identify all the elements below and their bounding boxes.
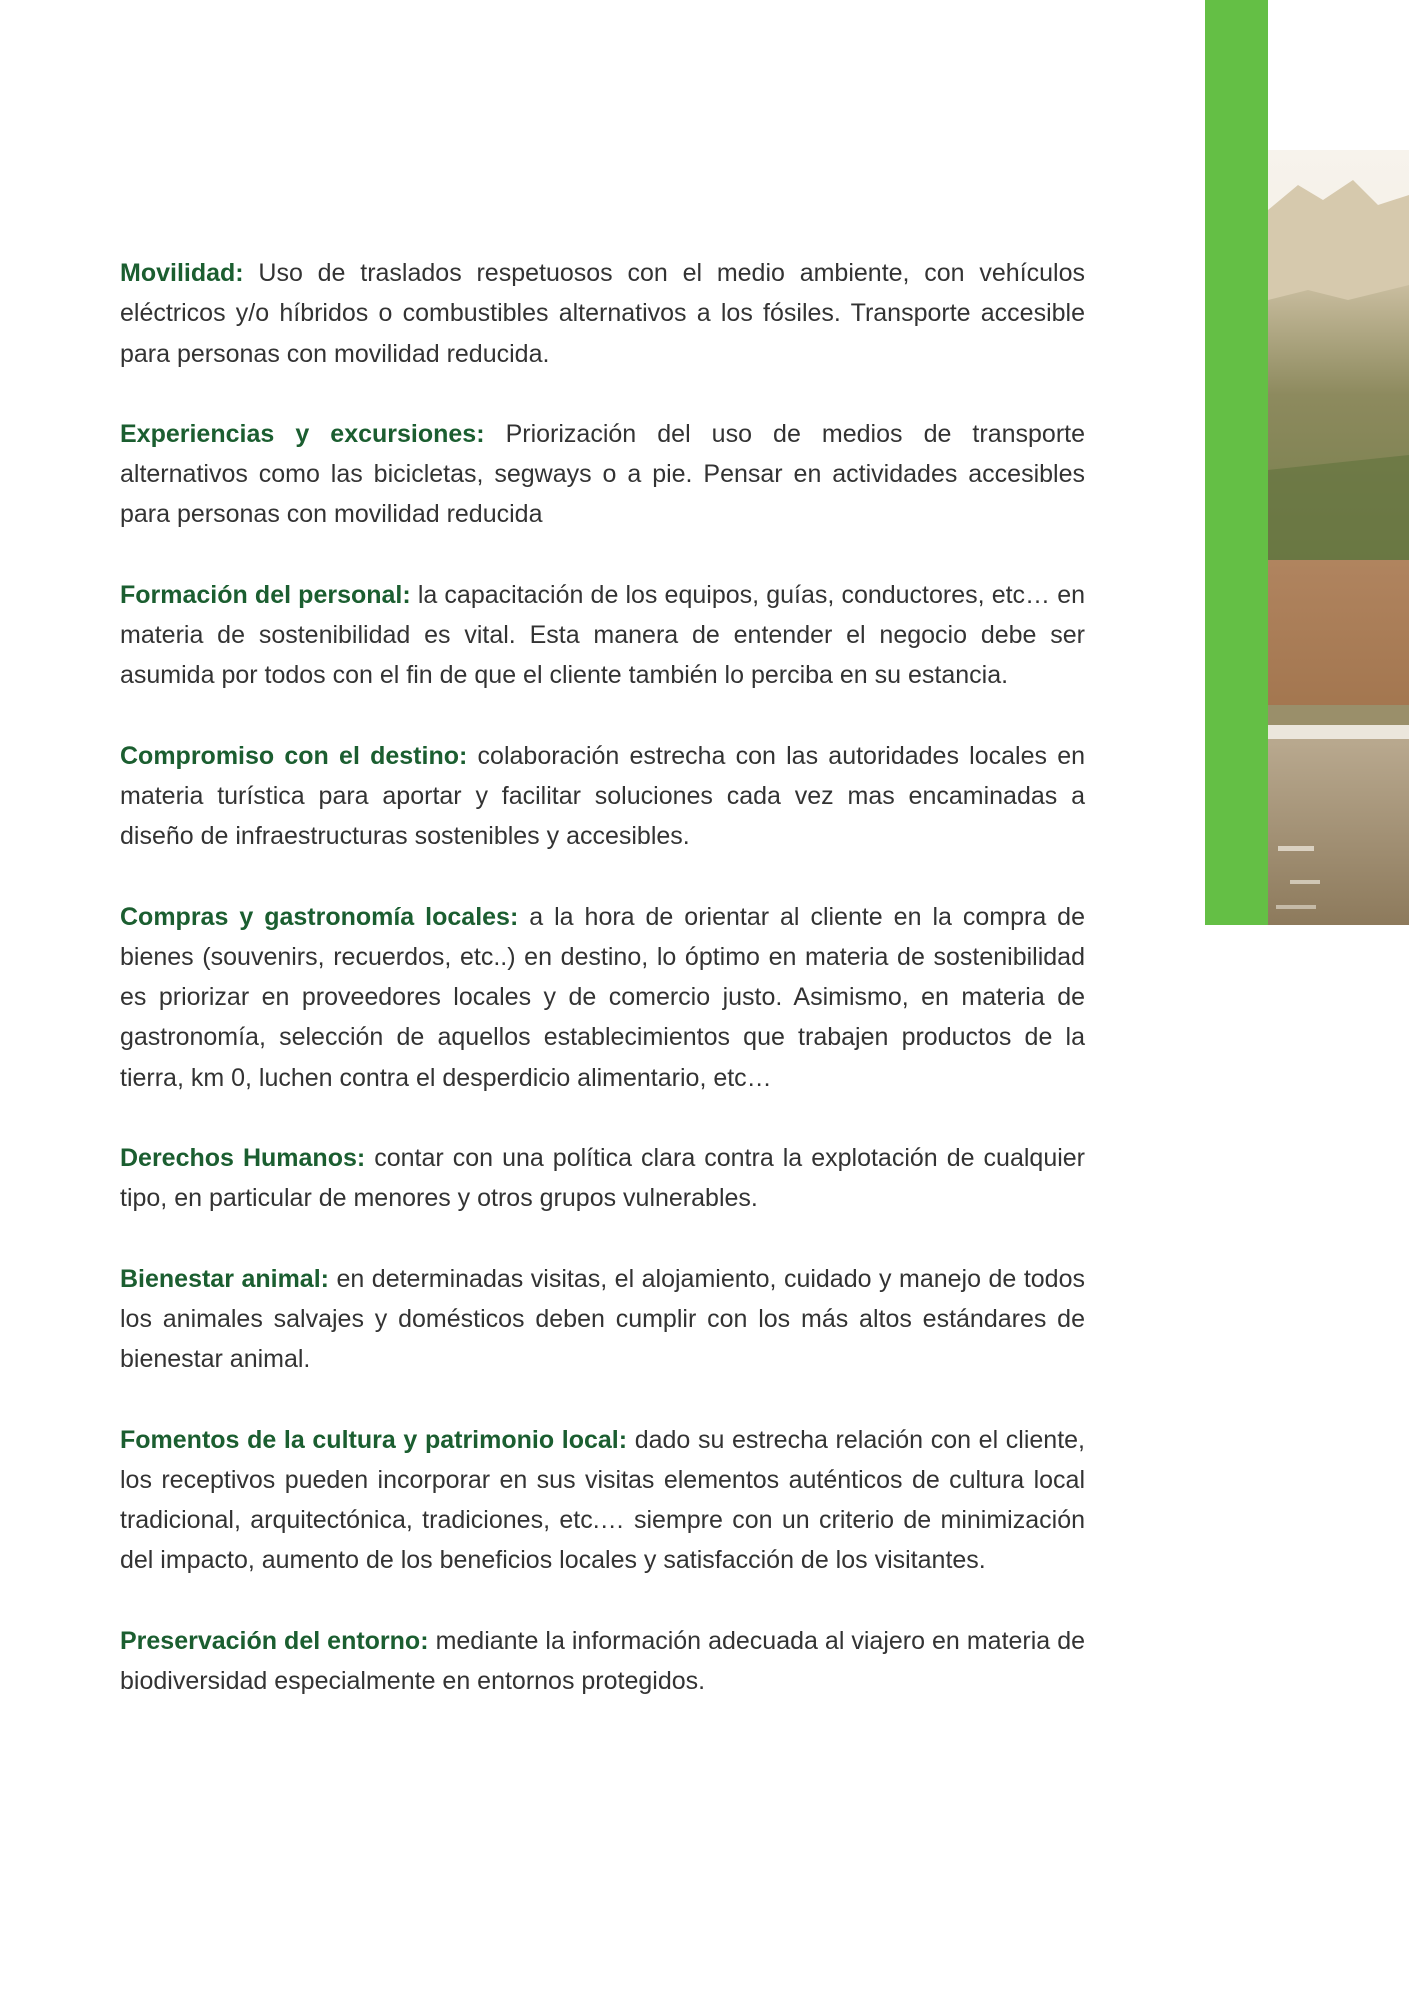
text-experiencias: Priorización del uso de medios de transporte alternativos como las bicicletas, segways o a pie. Pensar en actividades accesibles para personas con movilidad reducida xyxy=(120,419,1085,529)
paragraph-fomentos xyxy=(120,1420,1085,1581)
text-derechos: contar con una política clara contra la explotación de cualquier tipo, en particular de menores y otros grupos vulnerables. xyxy=(120,1144,1086,1213)
text-compromiso: colaboración estrecha con las autoridades locales en materia turística para aportar y facilitar soluciones cada vez mas encaminadas a diseño de infraestructuras sostenibles y accesibles. xyxy=(120,741,1085,851)
term-preservacion: Preservación del entorno: xyxy=(120,1626,429,1655)
term-formacion: Formación del personal: xyxy=(120,580,411,609)
paragraph-compromiso xyxy=(120,736,1085,857)
paragraph-preservacion xyxy=(120,1621,1085,1702)
text-formacion: la capacitación de los equipos, guías, conductores, etc… en materia de sostenibilidad es vital. Esta manera de entender el negocio debe ser asumida por todos con el fin de que el cliente también lo perciba en su estancia. xyxy=(120,580,1085,690)
paragraph-bienestar xyxy=(120,1259,1085,1380)
text-bienestar: en determinadas visitas, el alojamiento, cuidado y manejo de todos los animales salvajes y domésticos deben cumplir con los más altos estándares de bienestar animal. xyxy=(120,1264,1085,1374)
paragraph-derechos xyxy=(120,1138,1085,1219)
paragraph-compras xyxy=(120,897,1085,1098)
paragraph-experiencias xyxy=(120,414,1085,535)
text-compras: a la hora de orientar al cliente en la compra de bienes (souvenirs, recuerdos, etc..) en destino, lo óptimo en materia de sostenibilidad es priorizar en proveedores locales y de comercio justo. Asimismo, en materia de gastronomía, selección de aquellos establecimientos que trabajen productos de la tierra, km 0, luchen contra el desperdicio alimentario, etc… xyxy=(120,902,1085,1092)
term-compras: Compras y gastronomía locales: xyxy=(120,902,519,931)
term-experiencias: Experiencias y excursiones: xyxy=(120,419,485,448)
term-derechos: Derechos Humanos: xyxy=(120,1144,366,1173)
term-movilidad: Movilidad: xyxy=(120,259,244,287)
text-fomentos: dado su estrecha relación con el cliente, los receptivos pueden incorporar en sus visitas elementos auténticos de cultura local tradicional, arquitectónica, tradiciones, etc.… siempre con un criterio de minimización del impacto, aumento de los beneficios locales y satisfacción de los visitantes. xyxy=(120,1425,1085,1575)
text-movilidad: Uso de traslados respetuosos con el medio ambiente, con vehículos eléctricos y/o híbridos o combustibles alternativos a los fósiles. Transporte accesible para personas con movilidad reducida. xyxy=(120,259,1085,368)
landscape-photo xyxy=(1268,0,1409,925)
main-content xyxy=(120,253,1085,1741)
text-preservacion: mediante la información adecuada al viajero en materia de biodiversidad especialmente en entornos protegidos. xyxy=(120,1626,1086,1696)
term-fomentos: Fomentos de la cultura y patrimonio local: xyxy=(120,1425,628,1454)
term-bienestar: Bienestar animal: xyxy=(120,1264,329,1293)
green-accent-bar xyxy=(1205,0,1268,925)
paragraph-formacion xyxy=(120,575,1085,696)
paragraph-movilidad xyxy=(120,253,1085,374)
term-compromiso: Compromiso con el destino: xyxy=(120,741,468,770)
